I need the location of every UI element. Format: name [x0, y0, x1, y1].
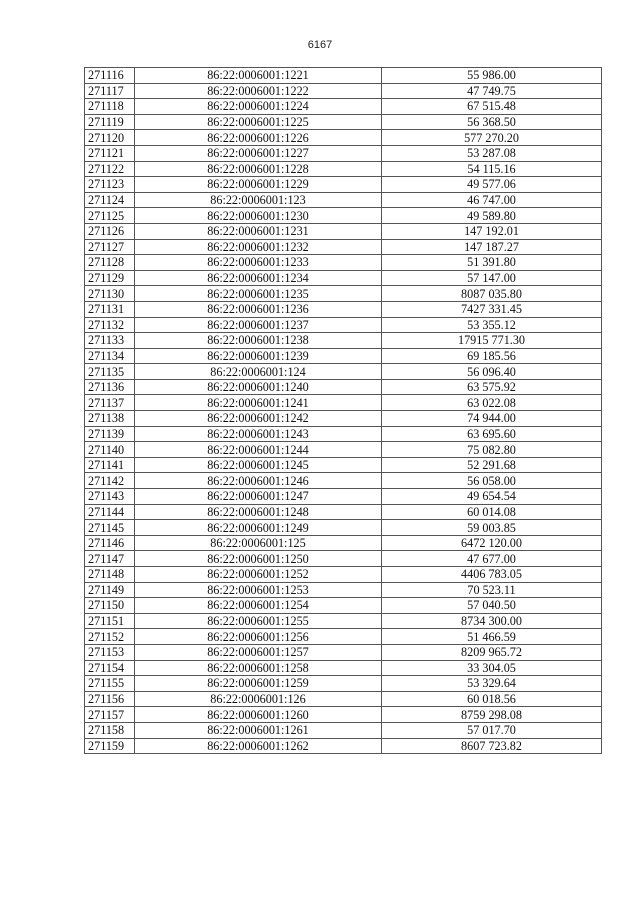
row-id-cell: 271131	[85, 301, 135, 317]
value-cell: 59 003.85	[382, 520, 602, 536]
table-row	[85, 286, 602, 302]
table-row	[85, 613, 602, 629]
cadastral-number-cell: 86:22:0006001:1233	[135, 255, 382, 271]
cadastral-number-cell: 86:22:0006001:1245	[135, 457, 382, 473]
table-row	[85, 644, 602, 660]
row-id-cell: 271122	[85, 161, 135, 177]
cadastral-number-cell: 86:22:0006001:1231	[135, 223, 382, 239]
row-id-cell: 271153	[85, 644, 135, 660]
value-cell: 51 391.80	[382, 255, 602, 271]
cadastral-number-cell: 86:22:0006001:1242	[135, 411, 382, 427]
row-id-cell: 271120	[85, 130, 135, 146]
table-row	[85, 270, 602, 286]
table-row	[85, 317, 602, 333]
table-row	[85, 426, 602, 442]
cadastral-number-cell: 86:22:0006001:1250	[135, 551, 382, 567]
cadastral-number-cell: 86:22:0006001:1249	[135, 520, 382, 536]
table-row	[85, 348, 602, 364]
value-cell: 56 058.00	[382, 473, 602, 489]
row-id-cell: 271124	[85, 192, 135, 208]
table-row	[85, 364, 602, 380]
cadastral-number-cell: 86:22:0006001:1256	[135, 629, 382, 645]
row-id-cell: 271140	[85, 442, 135, 458]
table-row	[85, 99, 602, 115]
table-row	[85, 114, 602, 130]
value-cell: 53 329.64	[382, 676, 602, 692]
row-id-cell: 271144	[85, 504, 135, 520]
cadastral-number-cell: 86:22:0006001:1243	[135, 426, 382, 442]
value-cell: 60 018.56	[382, 691, 602, 707]
table-body	[85, 68, 602, 754]
cadastral-value-table	[84, 67, 602, 754]
row-id-cell: 271157	[85, 707, 135, 723]
row-id-cell: 271133	[85, 333, 135, 349]
cadastral-number-cell: 86:22:0006001:1228	[135, 161, 382, 177]
value-cell: 47 677.00	[382, 551, 602, 567]
value-cell: 577 270.20	[382, 130, 602, 146]
table-row	[85, 223, 602, 239]
cadastral-number-cell: 86:22:0006001:1246	[135, 473, 382, 489]
row-id-cell: 271136	[85, 379, 135, 395]
cadastral-number-cell: 86:22:0006001:1230	[135, 208, 382, 224]
table-row	[85, 411, 602, 427]
cadastral-number-cell: 86:22:0006001:1261	[135, 722, 382, 738]
value-cell: 6472 120.00	[382, 535, 602, 551]
row-id-cell: 271146	[85, 535, 135, 551]
cadastral-number-cell: 86:22:0006001:1237	[135, 317, 382, 333]
table-row	[85, 504, 602, 520]
cadastral-number-cell: 86:22:0006001:1248	[135, 504, 382, 520]
cadastral-number-cell: 86:22:0006001:1225	[135, 114, 382, 130]
value-cell: 60 014.08	[382, 504, 602, 520]
table-row	[85, 473, 602, 489]
cadastral-number-cell: 86:22:0006001:1260	[135, 707, 382, 723]
row-id-cell: 271138	[85, 411, 135, 427]
row-id-cell: 271117	[85, 83, 135, 99]
row-id-cell: 271116	[85, 68, 135, 84]
value-cell: 74 944.00	[382, 411, 602, 427]
row-id-cell: 271126	[85, 223, 135, 239]
value-cell: 8734 300.00	[382, 613, 602, 629]
row-id-cell: 271149	[85, 582, 135, 598]
table-row	[85, 255, 602, 271]
row-id-cell: 271132	[85, 317, 135, 333]
value-cell: 55 986.00	[382, 68, 602, 84]
row-id-cell: 271154	[85, 660, 135, 676]
table-row	[85, 379, 602, 395]
value-cell: 57 147.00	[382, 270, 602, 286]
value-cell: 17915 771.30	[382, 333, 602, 349]
page-number: 6167	[307, 39, 333, 51]
row-id-cell: 271141	[85, 457, 135, 473]
value-cell: 57 017.70	[382, 722, 602, 738]
row-id-cell: 271121	[85, 145, 135, 161]
value-cell: 49 589.80	[382, 208, 602, 224]
table-row	[85, 161, 602, 177]
cadastral-number-cell: 86:22:0006001:1234	[135, 270, 382, 286]
row-id-cell: 271147	[85, 551, 135, 567]
cadastral-number-cell: 86:22:0006001:1247	[135, 489, 382, 505]
cadastral-number-cell: 86:22:0006001:1252	[135, 567, 382, 583]
value-cell: 75 082.80	[382, 442, 602, 458]
row-id-cell: 271142	[85, 473, 135, 489]
value-cell: 63 575.92	[382, 379, 602, 395]
table-row	[85, 582, 602, 598]
table-row	[85, 457, 602, 473]
value-cell: 8607 723.82	[382, 738, 602, 754]
table-row	[85, 177, 602, 193]
table-row	[85, 192, 602, 208]
row-id-cell: 271156	[85, 691, 135, 707]
row-id-cell: 271137	[85, 395, 135, 411]
row-id-cell: 271129	[85, 270, 135, 286]
cadastral-number-cell: 86:22:0006001:1240	[135, 379, 382, 395]
value-cell: 49 654.54	[382, 489, 602, 505]
value-cell: 8759 298.08	[382, 707, 602, 723]
table-row	[85, 598, 602, 614]
cadastral-number-cell: 86:22:0006001:1222	[135, 83, 382, 99]
value-cell: 63 695.60	[382, 426, 602, 442]
row-id-cell: 271119	[85, 114, 135, 130]
value-cell: 67 515.48	[382, 99, 602, 115]
table-row	[85, 130, 602, 146]
cadastral-number-cell: 86:22:0006001:1238	[135, 333, 382, 349]
table-row	[85, 567, 602, 583]
table-row	[85, 333, 602, 349]
cadastral-number-cell: 86:22:0006001:1232	[135, 239, 382, 255]
row-id-cell: 271155	[85, 676, 135, 692]
row-id-cell: 271128	[85, 255, 135, 271]
row-id-cell: 271159	[85, 738, 135, 754]
table-row	[85, 520, 602, 536]
cadastral-number-cell: 86:22:0006001:124	[135, 364, 382, 380]
cadastral-number-cell: 86:22:0006001:126	[135, 691, 382, 707]
cadastral-number-cell: 86:22:0006001:1257	[135, 644, 382, 660]
table-row	[85, 68, 602, 84]
value-cell: 56 368.50	[382, 114, 602, 130]
table-row	[85, 738, 602, 754]
table-row	[85, 535, 602, 551]
value-cell: 8209 965.72	[382, 644, 602, 660]
row-id-cell: 271151	[85, 613, 135, 629]
value-cell: 4406 783.05	[382, 567, 602, 583]
row-id-cell: 271130	[85, 286, 135, 302]
value-cell: 53 355.12	[382, 317, 602, 333]
row-id-cell: 271139	[85, 426, 135, 442]
value-cell: 57 040.50	[382, 598, 602, 614]
cadastral-number-cell: 86:22:0006001:1221	[135, 68, 382, 84]
row-id-cell: 271135	[85, 364, 135, 380]
table-row	[85, 660, 602, 676]
value-cell: 53 287.08	[382, 145, 602, 161]
row-id-cell: 271123	[85, 177, 135, 193]
table-row	[85, 239, 602, 255]
value-cell: 8087 035.80	[382, 286, 602, 302]
table-row	[85, 442, 602, 458]
cadastral-number-cell: 86:22:0006001:1253	[135, 582, 382, 598]
value-cell: 63 022.08	[382, 395, 602, 411]
table-row	[85, 301, 602, 317]
row-id-cell: 271118	[85, 99, 135, 115]
value-cell: 56 096.40	[382, 364, 602, 380]
cadastral-number-cell: 86:22:0006001:1255	[135, 613, 382, 629]
cadastral-number-cell: 86:22:0006001:1259	[135, 676, 382, 692]
value-cell: 47 749.75	[382, 83, 602, 99]
cadastral-number-cell: 86:22:0006001:1244	[135, 442, 382, 458]
row-id-cell: 271127	[85, 239, 135, 255]
row-id-cell: 271134	[85, 348, 135, 364]
table-row	[85, 722, 602, 738]
row-id-cell: 271152	[85, 629, 135, 645]
cadastral-number-cell: 86:22:0006001:1235	[135, 286, 382, 302]
cadastral-number-cell: 86:22:0006001:1254	[135, 598, 382, 614]
value-cell: 54 115.16	[382, 161, 602, 177]
cadastral-number-cell: 86:22:0006001:1239	[135, 348, 382, 364]
table-row	[85, 629, 602, 645]
cadastral-number-cell: 86:22:0006001:1224	[135, 99, 382, 115]
row-id-cell: 271148	[85, 567, 135, 583]
cadastral-number-cell: 86:22:0006001:1258	[135, 660, 382, 676]
table-row	[85, 707, 602, 723]
cadastral-number-cell: 86:22:0006001:1241	[135, 395, 382, 411]
cadastral-number-cell: 86:22:0006001:1262	[135, 738, 382, 754]
value-cell: 52 291.68	[382, 457, 602, 473]
table-row	[85, 208, 602, 224]
cadastral-number-cell: 86:22:0006001:1227	[135, 145, 382, 161]
value-cell: 147 192.01	[382, 223, 602, 239]
row-id-cell: 271145	[85, 520, 135, 536]
cadastral-number-cell: 86:22:0006001:125	[135, 535, 382, 551]
table-row	[85, 145, 602, 161]
cadastral-number-cell: 86:22:0006001:123	[135, 192, 382, 208]
row-id-cell: 271158	[85, 722, 135, 738]
table-row	[85, 676, 602, 692]
value-cell: 49 577.06	[382, 177, 602, 193]
value-cell: 7427 331.45	[382, 301, 602, 317]
value-cell: 46 747.00	[382, 192, 602, 208]
table-row	[85, 489, 602, 505]
cadastral-number-cell: 86:22:0006001:1236	[135, 301, 382, 317]
table-row	[85, 395, 602, 411]
value-cell: 147 187.27	[382, 239, 602, 255]
value-cell: 33 304.05	[382, 660, 602, 676]
table-row	[85, 551, 602, 567]
value-cell: 69 185.56	[382, 348, 602, 364]
row-id-cell: 271143	[85, 489, 135, 505]
table-row	[85, 83, 602, 99]
value-cell: 51 466.59	[382, 629, 602, 645]
row-id-cell: 271125	[85, 208, 135, 224]
cadastral-number-cell: 86:22:0006001:1226	[135, 130, 382, 146]
row-id-cell: 271150	[85, 598, 135, 614]
table-row	[85, 691, 602, 707]
cadastral-number-cell: 86:22:0006001:1229	[135, 177, 382, 193]
value-cell: 70 523.11	[382, 582, 602, 598]
